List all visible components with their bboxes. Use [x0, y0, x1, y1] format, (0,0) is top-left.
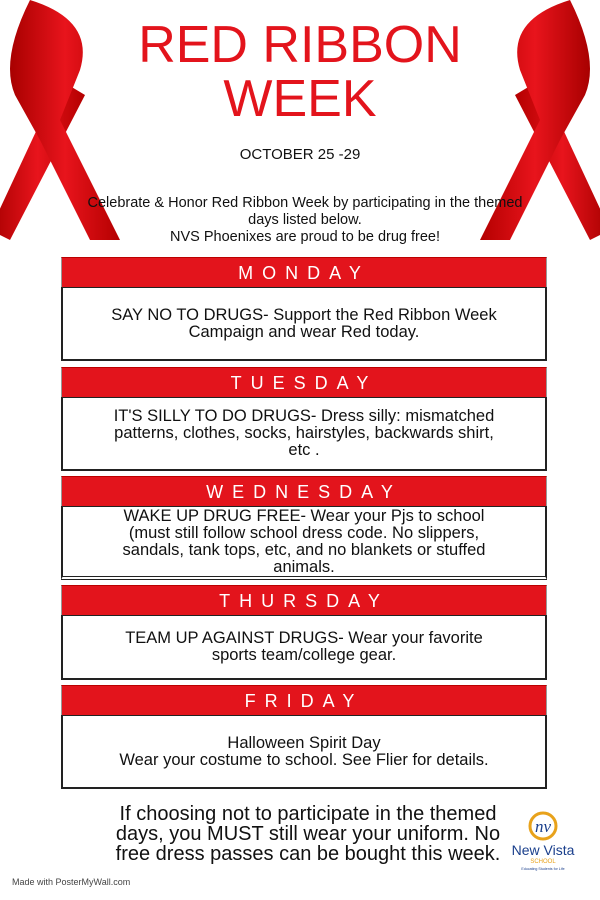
footer-line: days, you MUST still wear your uniform. No — [115, 823, 501, 845]
day-description — [61, 506, 547, 580]
description-line: patterns, clothes, socks, hairstyles, backwards shirt, — [114, 424, 494, 442]
description-line: (must still follow school dress code. No slippers, — [128, 523, 480, 542]
credit-text: Made with PosterMyWall.com — [12, 877, 131, 887]
day-card-thursday — [61, 585, 547, 680]
intro-text — [40, 195, 570, 246]
day-description — [61, 287, 547, 361]
poster-title-line2: WEEK — [223, 70, 377, 128]
logo-sub: SCHOOL — [530, 859, 556, 865]
poster-title-line1: RED RIBBON — [138, 16, 462, 74]
day-heading: WEDNESDAY — [61, 476, 547, 506]
day-heading: THURSDAY — [61, 585, 547, 615]
description-line: WAKE UP DRUG FREE- Wear your Pjs to school — [123, 506, 485, 525]
day-heading: FRIDAY — [61, 685, 547, 715]
svg-text:nv: nv — [534, 817, 552, 836]
description-line: Wear your costume to school. See Flier for details. — [119, 750, 489, 769]
day-card-monday — [61, 257, 547, 361]
logo-name: New Vista — [511, 842, 575, 858]
day-card-friday — [61, 685, 547, 789]
intro-line: NVS Phoenixes are proud to be drug free! — [169, 229, 441, 245]
event-dates: OCTOBER 25 -29 — [239, 146, 361, 163]
description-line: etc . — [288, 441, 320, 459]
day-card-tuesday — [61, 367, 547, 471]
logo-tagline: Educating Students for Life — [521, 867, 565, 871]
footer-line: If choosing not to participate in the themed — [119, 803, 497, 825]
description-line: TEAM UP AGAINST DRUGS- Wear your favorite — [125, 629, 483, 647]
intro-line: days listed below. — [248, 212, 362, 228]
day-heading: MONDAY — [61, 257, 547, 287]
description-line: Campaign and wear Red today. — [188, 322, 420, 341]
day-heading: TUESDAY — [61, 367, 547, 397]
description-line: SAY NO TO DRUGS- Support the Red Ribbon Week — [111, 305, 497, 324]
day-description — [61, 397, 547, 471]
description-line: sandals, tank tops, etc, and no blankets or stuffed — [122, 540, 486, 559]
intro-line: Celebrate & Honor Red Ribbon Week by participating in the themed — [87, 195, 523, 211]
day-description — [61, 615, 547, 680]
description-line: animals. — [273, 557, 335, 576]
footer-line: free dress passes can be bought this week. — [115, 843, 501, 865]
description-line: sports team/college gear. — [211, 646, 397, 664]
description-line: Halloween Spirit Day — [227, 733, 381, 752]
day-card-wednesday — [61, 476, 547, 580]
new-vista-school-logo — [508, 806, 578, 876]
description-line: IT'S SILLY TO DO DRUGS- Dress silly: mismatched — [113, 407, 495, 425]
footer-notice — [88, 804, 528, 864]
day-description — [61, 715, 547, 789]
